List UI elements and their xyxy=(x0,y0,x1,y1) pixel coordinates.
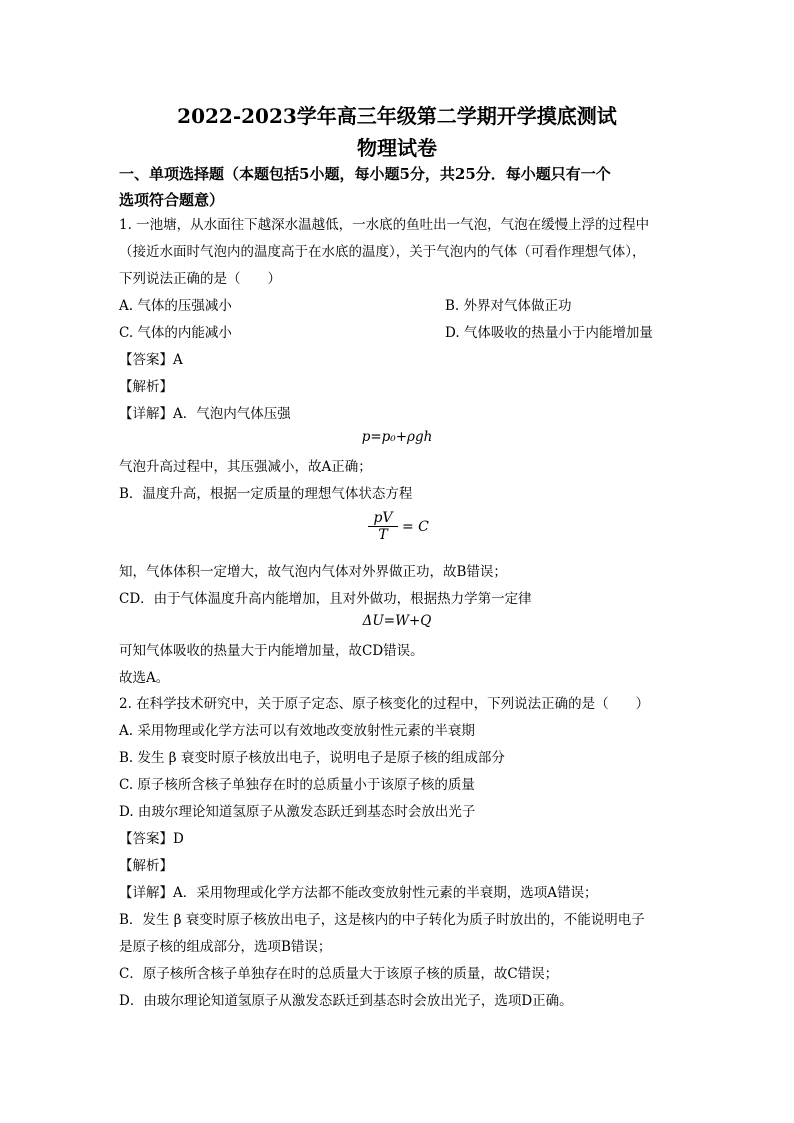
q1-option-d: D. 气体吸收的热量小于内能增加量 xyxy=(445,325,653,341)
q1-formula-first-law: ΔU=W+Q xyxy=(362,613,432,629)
exam-title: 2022-2023学年高三年级第二学期开学摸底测试 xyxy=(177,104,617,128)
q1-detail-5: CD．由于气体温度升高内能增加，且对外做功，根据热力学第一定律 xyxy=(119,591,532,607)
q1-detail-6: 可知气体吸收的热量大于内能增加量，故CD错误。 xyxy=(119,643,424,659)
q2-option-b: B. 发生 β 衰变时原子核放出电子，说明电子是原子核的组成部分 xyxy=(119,750,505,766)
q1-stem-line-2: （接近水面时气泡内的温度高于在水底的温度），关于气泡内的气体（可看作理想气体）， xyxy=(119,244,646,260)
q1-formula-pressure: p=p₀+ρgh xyxy=(361,429,433,445)
formula-numerator: pV xyxy=(368,510,398,527)
q2-detail-3: 是原子核的组成部分，选项B错误； xyxy=(119,939,332,955)
q2-option-d: D. 由玻尔理论知道氢原子从激发态跃迁到基态时会放出光子 xyxy=(119,804,476,820)
q2-option-a: A. 采用物理或化学方法可以有效地改变放射性元素的半衰期 xyxy=(119,723,475,739)
q1-formula-state-equation xyxy=(368,510,429,543)
q1-detail-2: 气泡升高过程中，其压强减小，故A正确； xyxy=(119,459,372,475)
q1-detail-4: 知，气体体积一定增大，故气泡内气体对外界做正功，故B错误； xyxy=(119,564,507,580)
q2-detail-5: D．由玻尔理论知道氢原子从激发态跃迁到基态时会放出光子，选项D正确。 xyxy=(119,993,573,1009)
q1-analysis-label: 【解析】 xyxy=(119,379,173,395)
q2-analysis-label: 【解析】 xyxy=(119,858,173,874)
q1-conclusion: 故选A。 xyxy=(119,670,170,686)
formula-rhs: = C xyxy=(402,519,429,535)
q2-detail-4: C．原子核所含核子单独存在时的总质量大于该原子核的质量，故C错误； xyxy=(119,966,559,982)
section-heading-line-2: 选项符合题意） xyxy=(119,191,225,209)
q1-stem-line-1: 1. 一池塘，从水面往下越深水温越低，一水底的鱼吐出一气泡，气泡在缓慢上浮的过程中 xyxy=(119,217,650,233)
q2-detail-2: B．发生 β 衰变时原子核放出电子，这是核内的中子转化为质子时放出的，不能说明电子 xyxy=(119,912,645,928)
q1-detail-3: B．温度升高，根据一定质量的理想气体状态方程 xyxy=(119,486,413,502)
q2-stem: 2. 在科学技术研究中，关于原子定态、原子核变化的过程中，下列说法正确的是（ ） xyxy=(119,696,650,712)
q1-option-b: B. 外界对气体做正功 xyxy=(445,298,572,314)
q1-stem-line-3: 下列说法正确的是（ ） xyxy=(119,271,281,287)
section-heading-line-1: 一、单项选择题（本题包括5小题，每小题5分，共25分．每小题只有一个 xyxy=(119,165,611,183)
q1-answer: 【答案】A xyxy=(119,352,183,368)
formula-denominator: T xyxy=(378,527,388,543)
q1-option-a: A. 气体的压强减小 xyxy=(119,298,232,314)
q1-option-c: C. 气体的内能减小 xyxy=(119,325,232,341)
q2-option-c: C. 原子核所含核子单独存在时的总质量小于该原子核的质量 xyxy=(119,777,475,793)
q2-detail-1: 【详解】A．采用物理或化学方法都不能改变放射性元素的半衰期，选项A错误； xyxy=(119,885,598,901)
exam-subtitle: 物理试卷 xyxy=(357,136,437,160)
q1-detail-1: 【详解】A．气泡内气体压强 xyxy=(119,406,291,422)
q2-answer: 【答案】D xyxy=(119,831,184,847)
